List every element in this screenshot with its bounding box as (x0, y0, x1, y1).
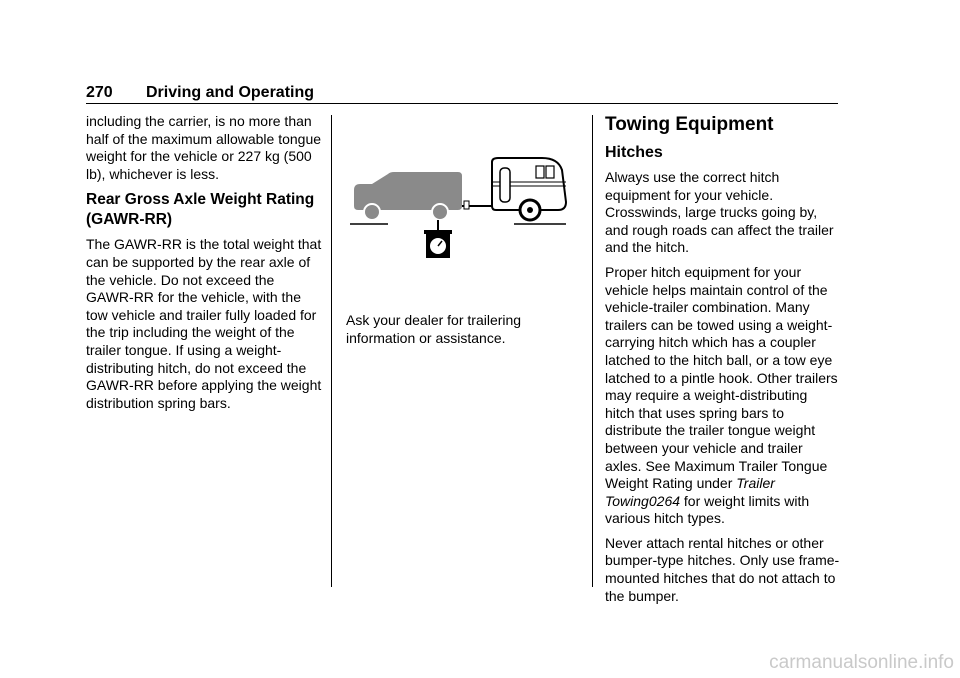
para2-text-end: for weight limits with various hitch types. (605, 492, 810, 527)
page-number: 270 (86, 84, 113, 101)
gawr-rr-paragraph: The GAWR-RR is the total weight that can be supported by the rear axle of the vehicle. Do not exceed the GAWR-RR for the vehicle, with the tow vehicle and trailer fully loaded for the trip including the weight of the trailer tongue. If using a weight-distributing hitch, do not exceed the GAWR-RR before applying the weight distribution spring bars. (86, 236, 322, 411)
towing-scale-illustration (346, 154, 570, 264)
towing-equipment-title: Towing Equipment (605, 114, 774, 135)
xref-page-arrow-icon: 0 (648, 492, 657, 509)
watermark: carmanualsonline.info (769, 652, 954, 673)
hitches-paragraph-3: Never attach rental hitches or other bumper-type hitches. Only use frame-mounted hitches that do not attach to the bumper. (605, 534, 840, 604)
trailer-hub (527, 207, 533, 213)
vehicle-front-wheel (364, 204, 380, 220)
trailer-window-2 (546, 166, 554, 178)
intro-paragraph: including the carrier, is no more than half of the maximum allowable tongue weight for the vehicle or 227 kg (500 lb), whichever is less. (86, 113, 322, 182)
para2-text: Proper hitch equipment for your vehicle helps maintain control of the vehicle-trailer combination. Many trailers can be towed using a weight-carrying hitch which has a coupler latched to the hitch ball, or a tow eye latched to a pintle hook. Other trailers may require a weight-distributing hitch that uses spring bars to distribute the trailer tongue weight between your vehicle and trailer axles. See Maximum Trailer Tongue Weight Rating under (605, 263, 838, 492)
scale-platform (424, 230, 452, 234)
hitches-heading: Hitches (605, 144, 663, 161)
hitches-paragraph-1: Always use the correct hitch equipment for your vehicle. Crosswinds, large trucks going by, and rough roads can affect the trailer and the hitch. (605, 169, 834, 256)
column-divider-left (331, 115, 332, 587)
vehicle-rear-wheel (432, 204, 448, 220)
trailer-door (500, 168, 510, 202)
gawr-rr-heading: Rear Gross Axle Weight Rating (GAWR-RR) (86, 191, 315, 229)
xref-trailer-towing[interactable]: Trailer Towing (605, 475, 775, 509)
illustration-caption: Ask your dealer for trailering information or assistance. (346, 312, 522, 346)
hitch-coupler (464, 201, 469, 209)
column-right (605, 113, 840, 612)
trailer-window-1 (536, 166, 544, 178)
xref-page-number[interactable]: 264 (656, 492, 681, 509)
hitches-paragraph-2 (605, 264, 840, 528)
column-left (86, 113, 324, 419)
page-header (86, 84, 838, 104)
column-divider-right (592, 115, 593, 587)
header-rule (86, 103, 838, 104)
section-title: Driving and Operating (146, 84, 315, 101)
